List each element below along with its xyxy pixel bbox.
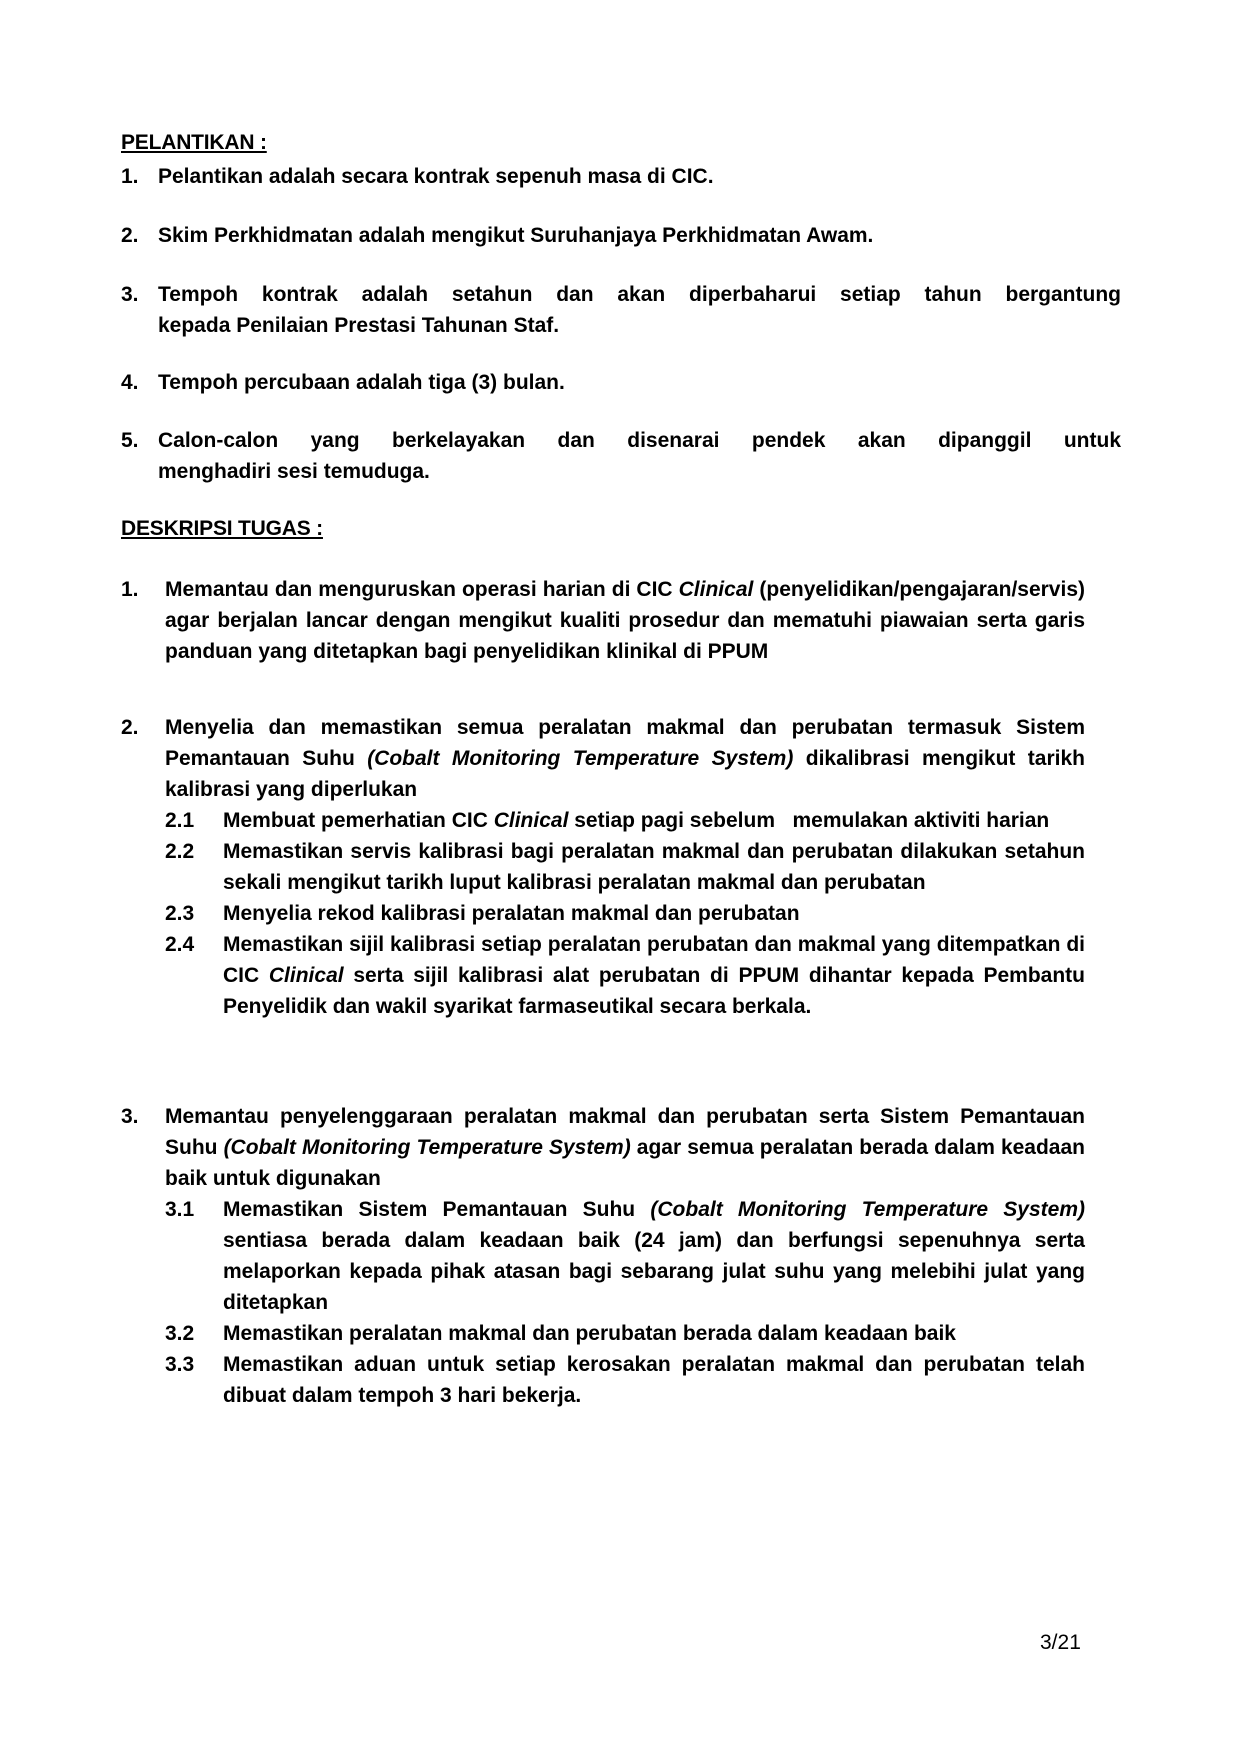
sub-list-text: Membuat pemerhatian CIC Clinical setiap pagi sebelum memulakan aktiviti harian [223,809,1050,832]
list-text: Skim Perkhidmatan adalah mengikut Suruhanjaya Perkhidmatan Awam. [158,224,874,247]
list-item [121,712,1085,1022]
sub-list-number: 2.2 [165,840,195,863]
list-text: Memantau penyelenggaraan peralatan makmal dan perubatan serta Sistem Pemantauan Suhu (Cobalt Monitoring Temperature System) agar semua peralatan berada dalam keadaan baik untuk digunakan [165,1105,1085,1190]
list-text-line: Calon-calon yang berkelayakan dan disenarai pendek akan dipanggil untuk [158,429,1121,452]
list-text-line: Tempoh kontrak adalah setahun dan akan diperbaharui setiap tahun bergantung [158,283,1121,306]
italic-term: (Cobalt Monitoring Temperature System) [223,1136,631,1159]
sub-list-item [165,836,1085,898]
italic-term: Clinical [678,578,754,601]
list-text-line: menghadiri sesi temuduga. [158,460,430,483]
sub-list-text: Memastikan sijil kalibrasi setiap peralatan perubatan dan makmal yang ditempatkan di CIC Clinical serta sijil kalibrasi alat perubatan di PPUM dihantar kepada Pembantu Penyelidik dan wakil syarikat farmaseutikal secara berkala. [223,933,1086,1018]
section-heading-pelantikan: PELANTIKAN : [121,131,267,154]
list-text: Pelantikan adalah secara kontrak sepenuh masa di CIC. [158,165,714,188]
list-text: Menyelia dan memastikan semua peralatan makmal dan perubatan termasuk Sistem Pemantauan Suhu (Cobalt Monitoring Temperature System) dikalibrasi mengikut tarikh kalibrasi yang diperlukan [165,716,1085,801]
list-item [121,279,1121,341]
sub-list-item [165,805,1085,836]
sub-list-text: Memastikan Sistem Pemantauan Suhu (Cobalt Monitoring Temperature System) sentiasa berada dalam keadaan baik (24 jam) dan berfungsi sepenuhnya serta melaporkan kepada pihak atasan bagi sebarang julat suhu yang melebihi julat yang ditetapkan [223,1198,1085,1314]
list-number: 2. [121,716,139,739]
section-heading-deskripsi-tugas: DESKRIPSI TUGAS : [121,517,323,540]
sub-list [165,1194,1085,1411]
italic-term: (Cobalt Monitoring Temperature System) [650,1198,1085,1221]
list-text: Tempoh percubaan adalah tiga (3) bulan. [158,371,565,394]
list-number: 5. [121,429,139,452]
sub-list-text: Memastikan aduan untuk setiap kerosakan peralatan makmal dan perubatan telah dibuat dalam tempoh 3 hari bekerja. [223,1353,1085,1407]
list-item [121,1101,1085,1411]
sub-list-number: 2.1 [165,809,195,832]
list-item [121,220,1121,251]
list-number: 3. [121,283,139,306]
list-number: 1. [121,165,139,188]
sub-list-text: Memastikan peralatan makmal dan perubatan berada dalam keadaan baik [223,1322,956,1345]
list-number: 4. [121,371,139,394]
italic-term: Clinical [268,964,344,987]
list-number: 1. [121,578,139,601]
sub-list-item [165,898,1085,929]
sub-list-item [165,1318,1085,1349]
sub-list-number: 3.3 [165,1353,195,1376]
sub-list-text: Memastikan servis kalibrasi bagi peralatan makmal dan perubatan dilakukan setahun sekali mengikut tarikh luput kalibrasi peralatan makmal dan perubatan [223,840,1085,894]
sub-list-number: 3.1 [165,1198,195,1221]
sub-list-text: Menyelia rekod kalibrasi peralatan makmal dan perubatan [223,902,800,925]
sub-list [165,805,1085,1022]
page-number: 3/21 [1040,1631,1081,1654]
sub-list-item [165,929,1085,1022]
sub-list-item [165,1194,1085,1318]
sub-list-number: 2.3 [165,902,195,925]
italic-term: (Cobalt Monitoring Temperature System) [367,747,794,770]
list-text: Memantau dan menguruskan operasi harian di CIC Clinical (penyelidikan/pengajaran/servis) agar berjalan lancar dengan mengikut kualiti prosedur dan mematuhi piawaian serta garis panduan yang ditetapkan bagi penyelidikan klinikal di PPUM [165,578,1085,663]
list-item [121,367,1121,398]
list-item [121,425,1121,487]
list-item [121,161,1121,192]
list-text-line: kepada Penilaian Prestasi Tahunan Staf. [158,314,560,337]
italic-term: Clinical [493,809,569,832]
list-number: 3. [121,1105,139,1128]
list-number: 2. [121,224,139,247]
sub-list-item [165,1349,1085,1411]
sub-list-number: 3.2 [165,1322,195,1345]
sub-list-number: 2.4 [165,933,195,956]
list-item [121,574,1085,667]
